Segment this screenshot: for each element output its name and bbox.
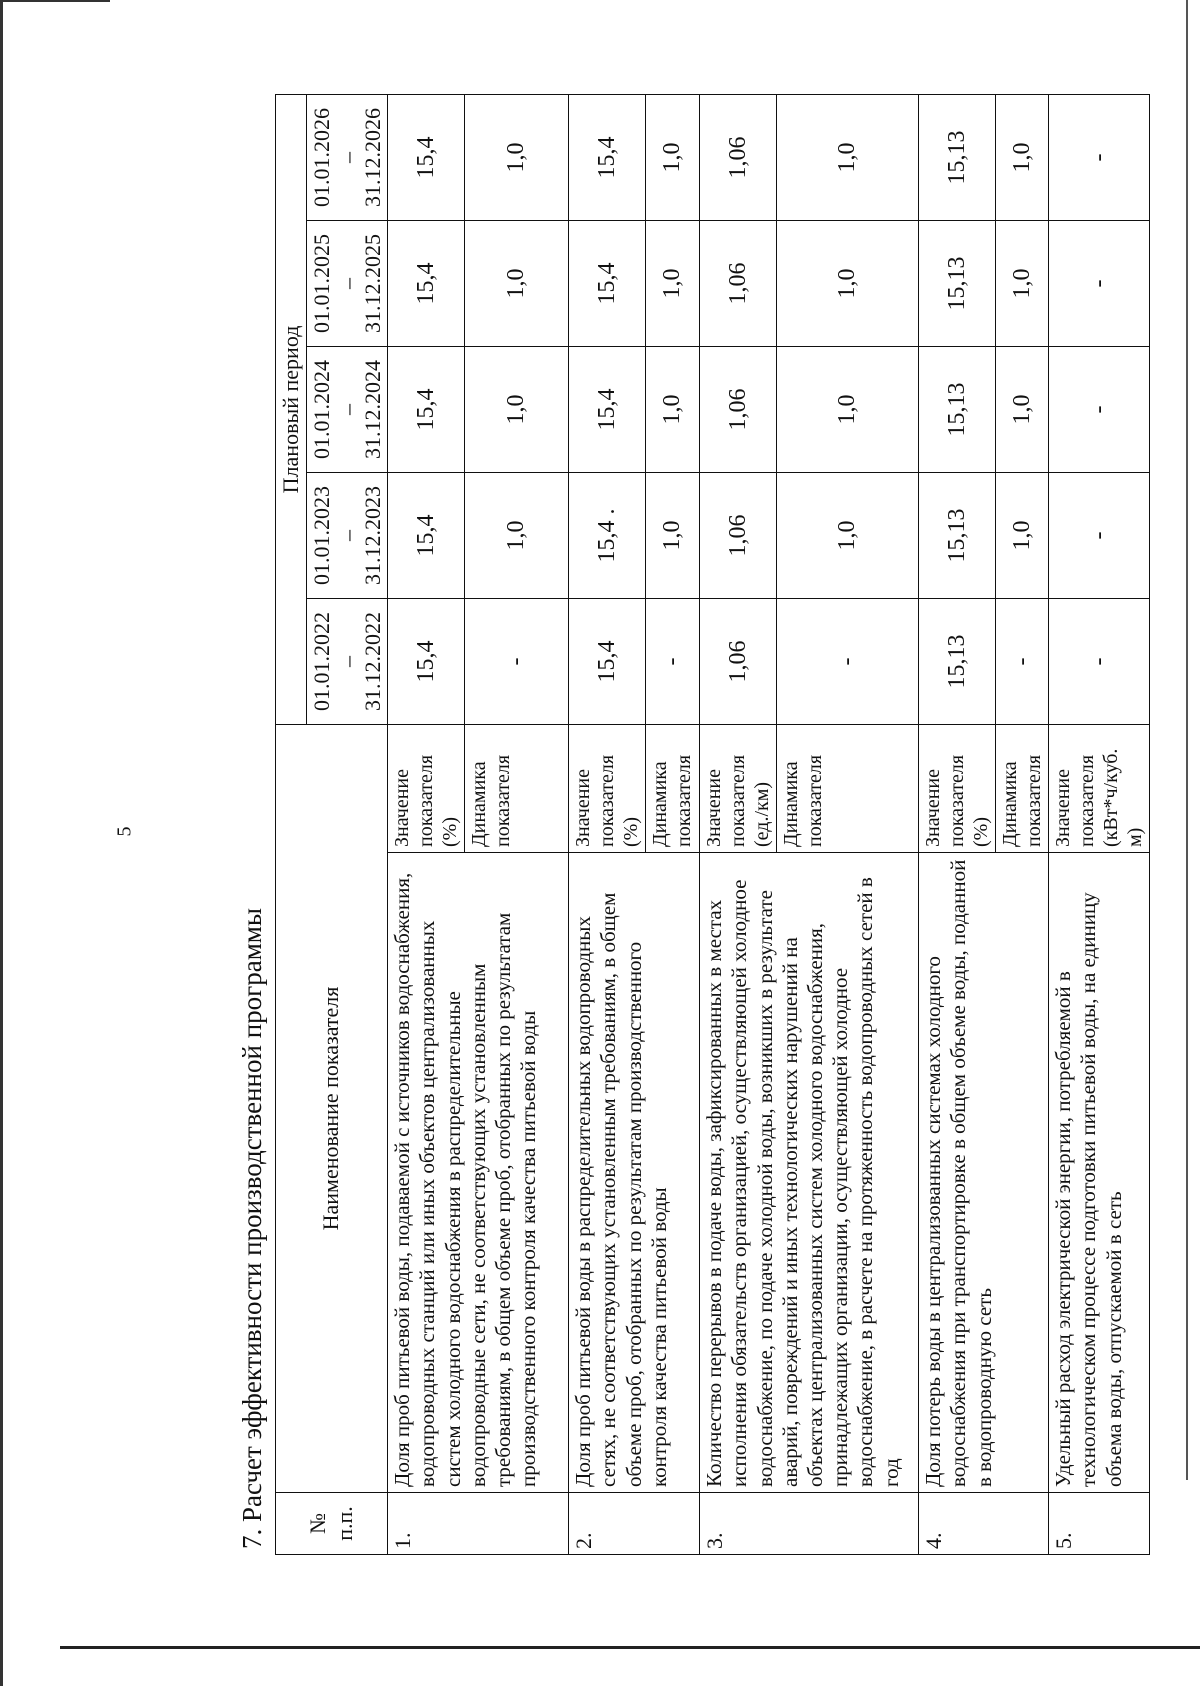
header-period-2023: 01.01.2023 – 31.12.2023 [307,472,388,598]
value-cell: 15,4 [388,472,465,598]
header-period-2022: 01.01.2022 – 31.12.2022 [307,598,388,724]
scan-edge-bottom [60,1646,1200,1649]
indicator-name: Доля проб питьевой воды, подаваемой с источников водоснабжения, водопроводных станций или иных объектов централизованных систем холодного водоснабжения в распределительные водопроводные сети, не соответствующих установленным требованиям, в общем объеме проб, отобранных по результатам производственного контроля качества питьевой воды [388,853,569,1493]
header-row-1 [276,94,307,1554]
value-cell: 15,4 [569,598,646,724]
value-cell: 1,0 [777,220,919,346]
rotated-content [235,95,1147,1555]
value-cell: - [1049,94,1150,220]
value-cell: - [1049,598,1150,724]
value-cell: 1,06 [700,472,777,598]
header-name: Наименование показателя [276,724,388,1492]
header-period-2024: 01.01.2024 – 31.12.2024 [307,346,388,472]
value-cell: 1,0 [646,472,700,598]
scan-edge-top [0,0,110,2]
value-cell: 15,13 [919,346,996,472]
header-period-2025: 01.01.2025 – 31.12.2025 [307,220,388,346]
header-planned-period: Плановый период [276,94,307,724]
value-cell: 1,0 [646,94,700,220]
value-cell: 1,0 [465,94,569,220]
value-cell: 1,0 [996,220,1049,346]
value-cell: 1,0 [465,346,569,472]
indicator-unit: Значение показателя (ед./км) [700,724,777,852]
indicator-unit: Динамика показателя [777,724,919,852]
value-cell: 1,0 [996,94,1049,220]
row-number: 4. [919,1493,1049,1555]
value-cell: 1,0 [777,346,919,472]
scan-edge-right [1186,0,1188,1480]
indicator-unit: Динамика показателя [996,724,1049,852]
value-cell: - [996,598,1049,724]
value-cell: 1,06 [700,598,777,724]
indicator-unit: Динамика показателя [646,724,700,852]
indicator-name: Удельный расход электрической энергии, потребляемой в технологическом процессе подготовки питьевой воды, на единицу объема воды, отпускаемой в сеть [1049,853,1150,1493]
section-title: 7. Расчет эффективности производственной программы [237,907,267,1549]
value-cell: - [1049,346,1150,472]
value-cell: 15,4 [388,346,465,472]
header-period-2026: 01.01.2026 – 31.12.2026 [307,94,388,220]
value-cell: 1,0 [996,346,1049,472]
table-row [700,94,777,1554]
row-number: 5. [1049,1493,1150,1555]
header-number: № п.п. [276,1493,388,1555]
indicator-unit: Значение показателя (%) [388,724,465,852]
value-cell: 15,4 [388,220,465,346]
value-cell: - [646,598,700,724]
indicator-name: Количество перерывов в подаче воды, зафиксированных в местах исполнения обязательств организацией, осуществляющей холодное водоснабжение, по подаче холодной воды, возникших в результате аварий, повреждений и иных технологических нарушений на объектах централизованных систем холодного водоснабжения, принадлежащих организации, осуществляющей холодное водоснабжение, в расчете на протяженность водопроводных сетей в год [700,853,919,1493]
scan-edge-left [0,0,3,1686]
value-cell: 15,4 . [569,472,646,598]
value-cell: 15,13 [919,598,996,724]
value-cell: - [465,598,569,724]
row-number: 2. [569,1493,700,1555]
indicator-unit: Значение показателя (%) [569,724,646,852]
value-cell: 15,13 [919,220,996,346]
value-cell: 1,0 [996,472,1049,598]
value-cell: - [1049,220,1150,346]
table-row [569,94,646,1554]
page-number: 5 [113,826,136,837]
value-cell: - [777,598,919,724]
value-cell: 1,06 [700,94,777,220]
value-cell: 1,0 [646,346,700,472]
value-cell: 1,06 [700,346,777,472]
indicator-name: Доля проб питьевой воды в распределительных водопроводных сетях, не соответствующих установленным требованиям, в общем объеме проб, отобранных по результатам производственного контроля качества питьевой воды [569,853,700,1493]
value-cell: 15,13 [919,94,996,220]
indicator-name: Доля потерь воды в централизованных системах холодного водоснабжения при транспортировке в общем объеме воды, поданной в водопроводную сеть [919,853,1049,1493]
value-cell: 15,4 [569,346,646,472]
value-cell: 15,4 [569,94,646,220]
table-row [388,94,465,1554]
value-cell: 1,0 [777,94,919,220]
table-row [919,94,996,1554]
value-cell: 15,4 [388,94,465,220]
value-cell: 15,4 [569,220,646,346]
row-number: 3. [700,1493,919,1555]
table-row [1049,94,1150,1554]
efficiency-table [275,94,1150,1555]
row-number: 1. [388,1493,569,1555]
value-cell: 1,0 [465,472,569,598]
indicator-unit: Значение показателя (кВт*ч/куб. м) [1049,724,1150,852]
value-cell: 15,4 [388,598,465,724]
value-cell: 1,0 [465,220,569,346]
indicator-unit: Значение показателя (%) [919,724,996,852]
indicator-unit: Динамика показателя [465,724,569,852]
value-cell: 1,06 [700,220,777,346]
value-cell: 15,13 [919,472,996,598]
value-cell: - [1049,472,1150,598]
value-cell: 1,0 [777,472,919,598]
value-cell: 1,0 [646,220,700,346]
